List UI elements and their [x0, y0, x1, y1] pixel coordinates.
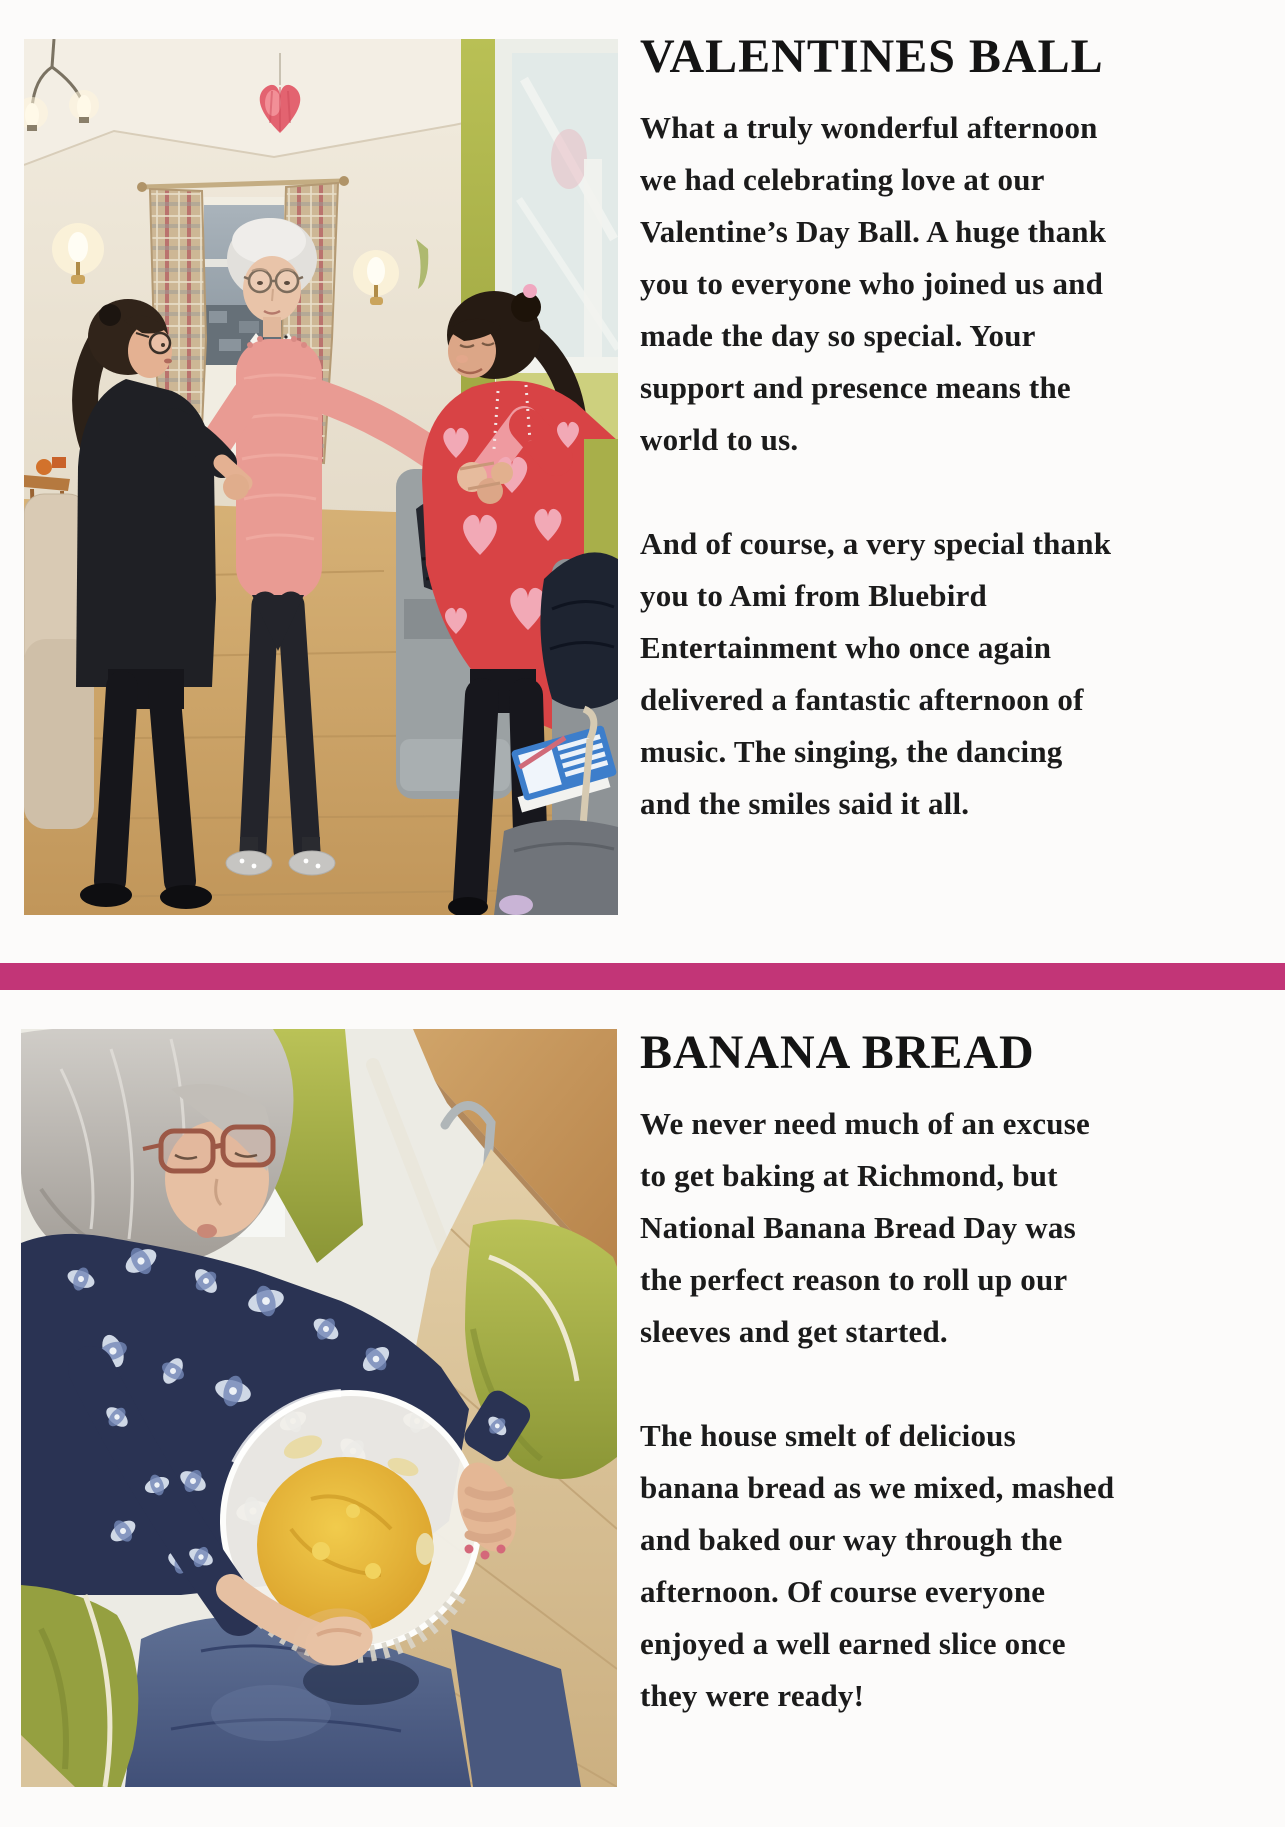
banana-bread-text — [640, 1022, 1118, 1774]
valentines-paragraph-2: And of course, a very special thank you to Ami from Bluebird Entertainment who once again delivered a fantastic afternoon of music. The singing, the dancing and the smiles said it all. — [640, 526, 1112, 821]
section-title-banana-bread: BANANA BREAD — [640, 1026, 1035, 1079]
pink-divider-bar — [0, 963, 1285, 990]
banana-paragraph-2: The house smelt of delicious banana bread as we mixed, mashed and baked our way through the afternoon. Of course everyone enjoyed a well earned slice once they were ready! — [640, 1418, 1115, 1713]
section-title-valentines-ball: VALENTINES BALL — [640, 30, 1104, 83]
banana-paragraph-1: We never need much of an excuse to get baking at Richmond, but National Banana Bread Day was the perfect reason to roll up our sleeves and get started. — [640, 1106, 1090, 1349]
banana-bread-photo — [21, 1029, 617, 1787]
valentines-paragraph-1: What a truly wonderful afternoon we had celebrating love at our Valentine’s Day Ball. A huge thank you to everyone who joined us and made the day so special. Your support and presence means the world to us. — [640, 110, 1107, 457]
banana-bread-illustration — [21, 1029, 617, 1787]
valentines-ball-text — [640, 26, 1118, 882]
valentines-ball-illustration — [24, 39, 618, 915]
valentines-ball-photo — [24, 39, 618, 915]
